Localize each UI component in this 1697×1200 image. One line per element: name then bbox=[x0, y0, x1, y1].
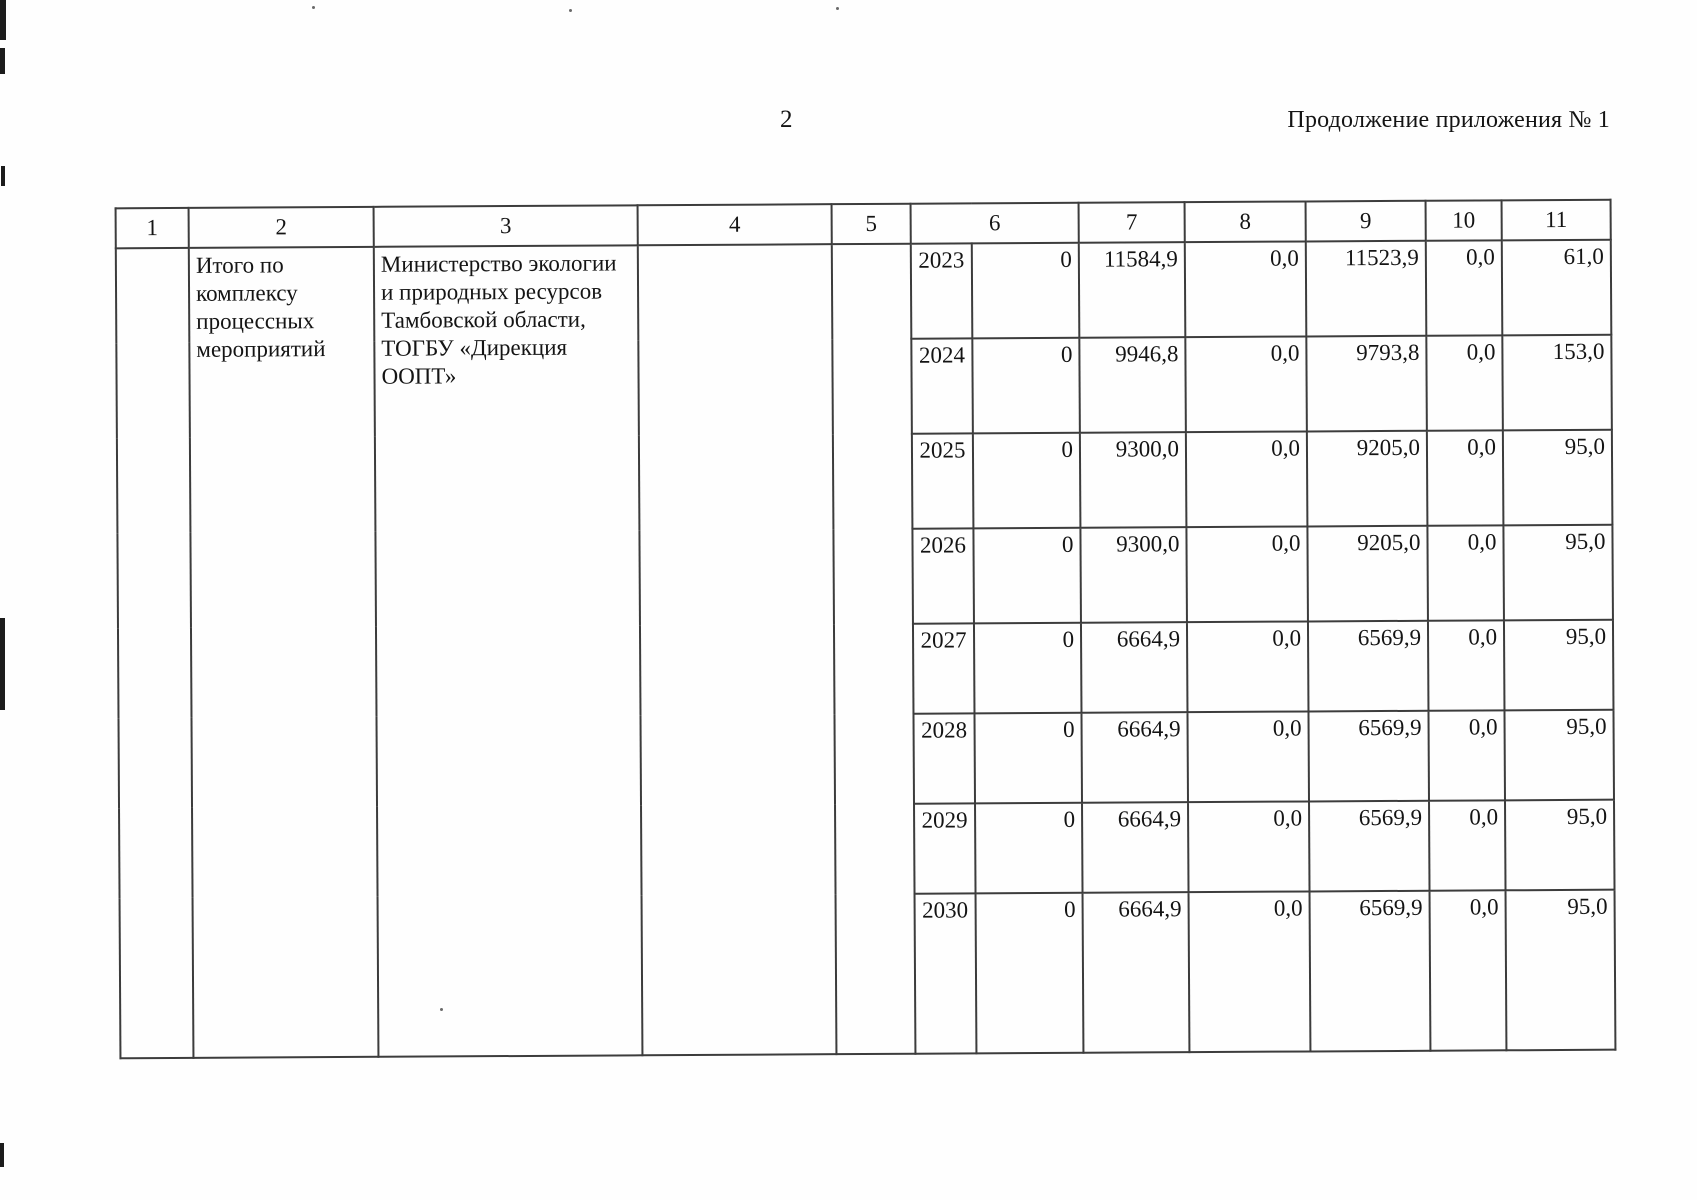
cell-total-label: Итого по комплексу процессных мероприятий bbox=[189, 247, 379, 1058]
page-number: 2 bbox=[780, 106, 793, 133]
cell-col7: 11584,9 bbox=[1079, 242, 1186, 338]
cell-col6: 0 bbox=[973, 528, 1081, 624]
scan-artifact bbox=[1, 166, 5, 186]
cell-year: 2028 bbox=[913, 713, 975, 803]
cell-col7: 9946,8 bbox=[1079, 337, 1186, 433]
cell-col10: 0,0 bbox=[1426, 240, 1503, 335]
cell-col11: 95,0 bbox=[1503, 525, 1613, 621]
cell-col9: 6569,9 bbox=[1310, 891, 1431, 1052]
scan-speck bbox=[312, 6, 315, 9]
cell-year: 2029 bbox=[914, 803, 976, 893]
scan-artifact bbox=[0, 48, 5, 74]
cell-col5-empty bbox=[832, 244, 916, 1054]
cell-col11: 61,0 bbox=[1502, 240, 1612, 336]
cell-col11: 153,0 bbox=[1502, 335, 1612, 431]
scan-speck bbox=[569, 9, 572, 12]
cell-col9: 11523,9 bbox=[1306, 241, 1427, 337]
cell-col7: 9300,0 bbox=[1080, 432, 1187, 528]
cell-col9: 6569,9 bbox=[1309, 801, 1430, 892]
cell-col6: 0 bbox=[974, 623, 1082, 714]
cell-col1-empty bbox=[116, 248, 194, 1058]
cell-col10: 0,0 bbox=[1427, 430, 1504, 525]
scan-artifact bbox=[0, 1143, 4, 1167]
cell-col8: 0,0 bbox=[1185, 336, 1307, 432]
cell-year: 2023 bbox=[911, 243, 973, 338]
cell-col11: 95,0 bbox=[1503, 430, 1613, 526]
scan-artifact bbox=[0, 0, 6, 40]
cell-col9: 9205,0 bbox=[1307, 431, 1428, 527]
col-header-1: 1 bbox=[116, 208, 189, 248]
col-header-5: 5 bbox=[832, 204, 911, 244]
col-header-10: 10 bbox=[1426, 200, 1502, 240]
cell-col10: 0,0 bbox=[1430, 890, 1507, 1050]
cell-col11: 95,0 bbox=[1504, 710, 1614, 801]
cell-col11: 95,0 bbox=[1506, 890, 1616, 1051]
cell-col6: 0 bbox=[974, 713, 1082, 804]
cell-col9: 6569,9 bbox=[1308, 711, 1429, 802]
cell-col9: 9793,8 bbox=[1306, 336, 1427, 432]
cell-col7: 6664,9 bbox=[1081, 622, 1188, 713]
cell-year: 2025 bbox=[912, 433, 974, 528]
cell-col7: 9300,0 bbox=[1080, 527, 1187, 623]
cell-col6: 0 bbox=[972, 338, 1080, 434]
cell-col7: 6664,9 bbox=[1083, 892, 1190, 1053]
col-header-11: 11 bbox=[1502, 200, 1611, 241]
cell-col7: 6664,9 bbox=[1082, 802, 1189, 893]
cell-col8: 0,0 bbox=[1189, 891, 1311, 1052]
scan-artifact bbox=[0, 618, 5, 710]
cell-col10: 0,0 bbox=[1428, 620, 1505, 710]
col-header-4: 4 bbox=[638, 204, 832, 245]
col-header-7: 7 bbox=[1079, 202, 1185, 243]
cell-col11: 95,0 bbox=[1504, 620, 1614, 711]
cell-col10: 0,0 bbox=[1427, 525, 1504, 620]
cell-col9: 9205,0 bbox=[1307, 526, 1428, 622]
col-header-9: 9 bbox=[1306, 201, 1426, 242]
cell-year: 2030 bbox=[915, 893, 977, 1053]
cell-col8: 0,0 bbox=[1185, 241, 1307, 337]
col-header-6: 6 bbox=[911, 203, 1079, 244]
col-header-3: 3 bbox=[374, 205, 638, 247]
cell-year: 2024 bbox=[911, 338, 973, 433]
cell-col6: 0 bbox=[972, 243, 1080, 339]
cell-year: 2026 bbox=[912, 528, 974, 623]
col-header-8: 8 bbox=[1185, 201, 1306, 242]
cell-col8: 0,0 bbox=[1186, 526, 1308, 622]
cell-col6: 0 bbox=[973, 433, 1081, 529]
cell-col9: 6569,9 bbox=[1308, 621, 1429, 712]
cell-col7: 6664,9 bbox=[1081, 712, 1188, 803]
cell-col8: 0,0 bbox=[1186, 431, 1308, 527]
cell-col10: 0,0 bbox=[1428, 710, 1505, 800]
cell-col8: 0,0 bbox=[1187, 711, 1309, 802]
cell-col11: 95,0 bbox=[1505, 800, 1615, 891]
cell-col10: 0,0 bbox=[1429, 800, 1506, 890]
cell-col8: 0,0 bbox=[1187, 621, 1309, 712]
cell-col10: 0,0 bbox=[1426, 335, 1503, 430]
scan-speck bbox=[836, 7, 839, 10]
col-header-2: 2 bbox=[189, 207, 374, 248]
cell-col6: 0 bbox=[975, 803, 1083, 894]
cell-executor: Министерство экологии и природных ресурсов Тамбовской области, ТОГБУ «Дирекция ООПТ» bbox=[374, 245, 643, 1057]
scan-speck bbox=[440, 1008, 443, 1011]
table-row-2023 bbox=[116, 240, 1612, 344]
cell-col4-empty bbox=[638, 244, 837, 1055]
cell-col8: 0,0 bbox=[1188, 801, 1310, 892]
appendix-table bbox=[115, 199, 1617, 1060]
cell-col6: 0 bbox=[976, 893, 1084, 1054]
cell-year: 2027 bbox=[913, 623, 975, 713]
continuation-label: Продолжение приложения № 1 bbox=[1287, 107, 1610, 133]
